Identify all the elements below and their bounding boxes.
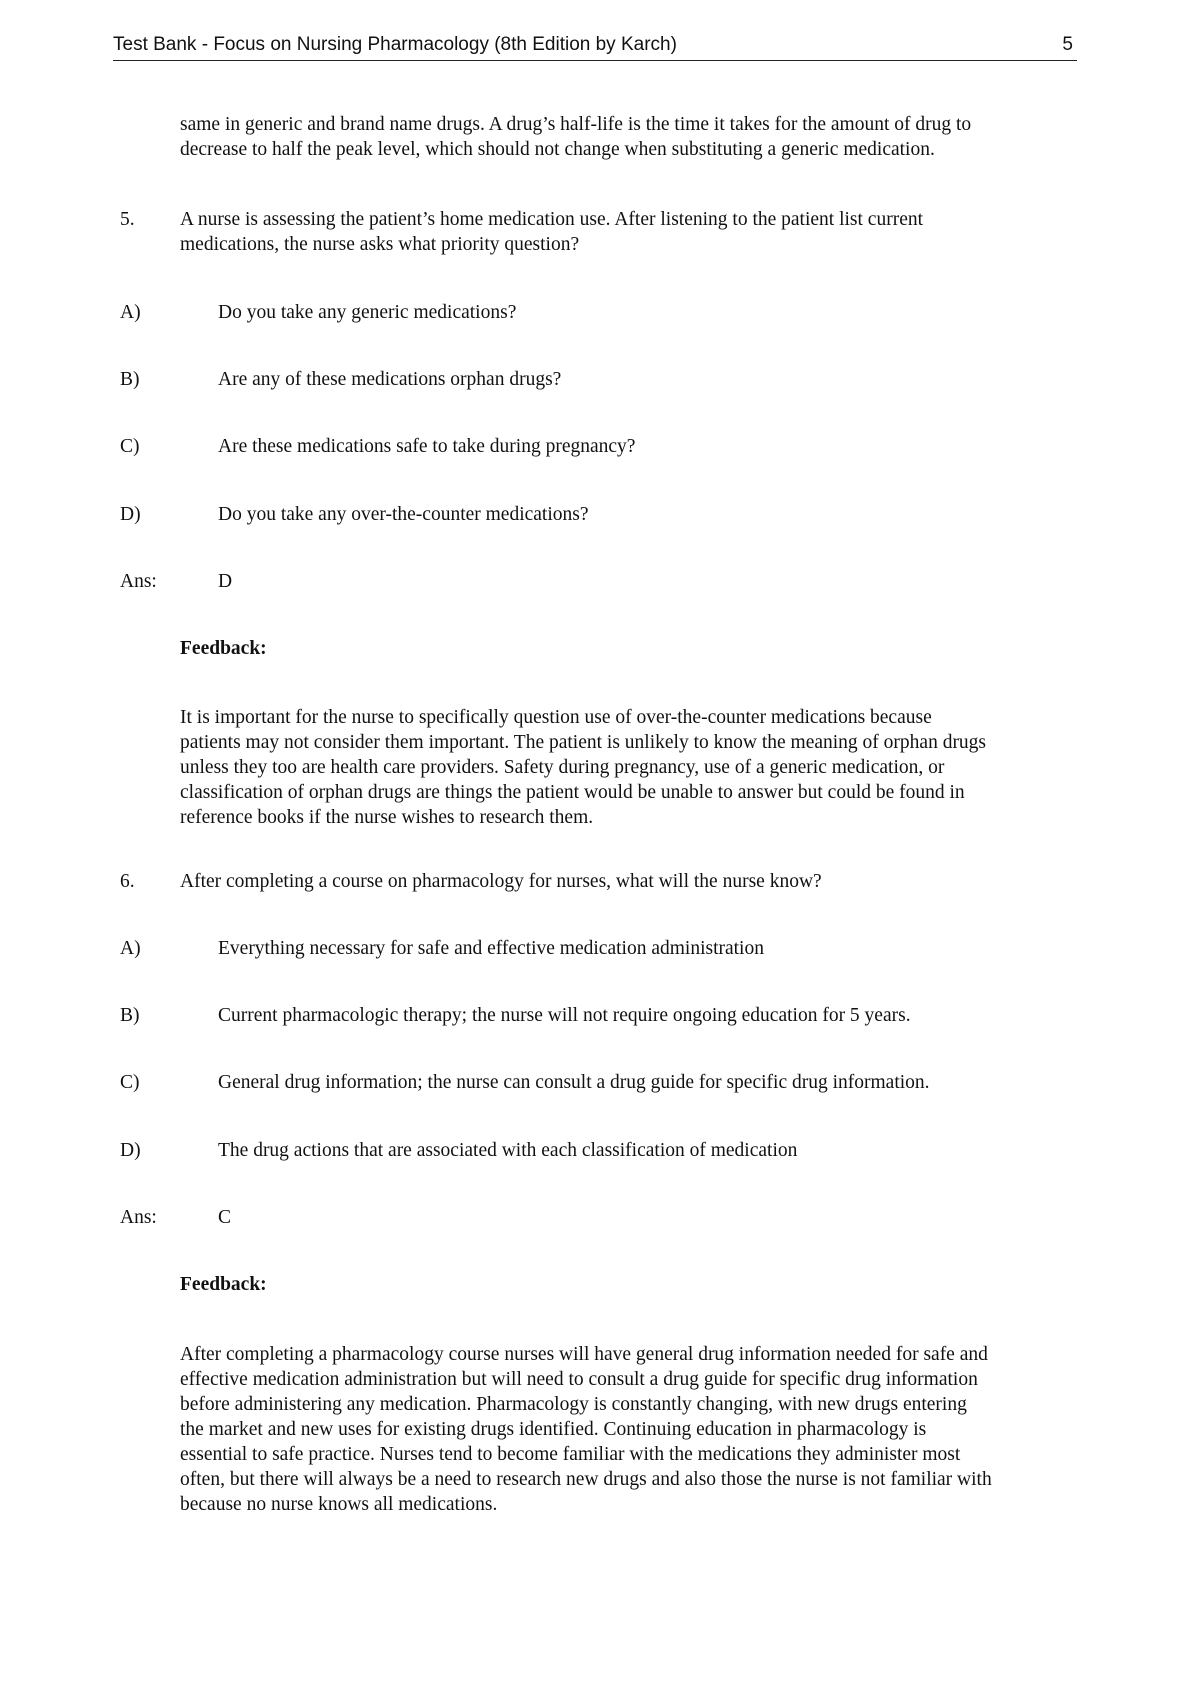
continuation-paragraph [180,112,1085,162]
question-number: 5. [120,209,135,230]
option-text-b: Current pharmacologic therapy; the nurse will not require ongoing education for 5 years. [218,1005,911,1026]
text-line: decrease to half the peak level, which should not change when substituting a generic medication. [180,139,935,160]
feedback-paragraph [180,1342,1085,1517]
text-line: medications, the nurse asks what priority question? [180,234,580,255]
text-line: often, but there will always be a need to research new drugs and also those the nurse is not familiar with [180,1469,992,1490]
text-line: patients may not consider them important. The patient is unlikely to know the meaning of orphan drugs [180,732,987,753]
option-text-a: Do you take any generic medications? [218,302,517,323]
text-line: A nurse is assessing the patient’s home medication use. After listening to the patient list current [180,209,924,230]
option-label-a: A) [120,938,141,959]
header-title: Test Bank - Focus on Nursing Pharmacology (8th Edition by Karch) [113,34,677,55]
option-label-b: B) [120,1005,140,1026]
page-header [113,34,1077,61]
text-line: effective medication administration but will need to consult a drug guide for specific drug information [180,1369,978,1390]
text-line: After completing a pharmacology course nurses will have general drug information needed for safe and [180,1344,988,1365]
text-line: before administering any medication. Pharmacology is constantly changing, with new drugs entering [180,1394,967,1415]
option-text-b: Are any of these medications orphan drugs? [218,369,562,390]
text-line: After completing a course on pharmacology for nurses, what will the nurse know? [180,871,822,892]
option-label-a: A) [120,302,141,323]
answer-label: Ans: [120,1207,157,1228]
feedback-heading: Feedback: [180,1274,267,1295]
page-number: 5 [1062,34,1073,55]
question-stem [180,869,822,894]
text-line: because no nurse knows all medications. [180,1494,498,1515]
question-number: 6. [120,871,135,892]
option-label-d: D) [120,504,141,525]
text-line: same in generic and brand name drugs. A drug’s half-life is the time it takes for the amount of drug to [180,114,972,135]
option-label-c: C) [120,1072,140,1093]
answer-label: Ans: [120,571,157,592]
answer-value: C [218,1207,232,1228]
feedback-heading: Feedback: [180,638,267,659]
option-label-d: D) [120,1140,141,1161]
question-stem [180,207,923,257]
option-text-c: General drug information; the nurse can consult a drug guide for specific drug information. [218,1072,930,1093]
option-text-c: Are these medications safe to take during pregnancy? [218,436,636,457]
option-text-a: Everything necessary for safe and effective medication administration [218,938,764,959]
text-line: essential to safe practice. Nurses tend to become familiar with the medications they administer most [180,1444,961,1465]
option-text-d: Do you take any over-the-counter medications? [218,504,589,525]
option-text-d: The drug actions that are associated with each classification of medication [218,1140,798,1161]
text-line: the market and new uses for existing drugs identified. Continuing education in pharmacology is [180,1419,927,1440]
text-line: unless they too are health care providers. Safety during pregnancy, use of a generic medication, or [180,757,945,778]
option-label-c: C) [120,436,140,457]
text-line: It is important for the nurse to specifically question use of over-the-counter medications because [180,707,932,728]
feedback-paragraph [180,705,1085,830]
text-line: reference books if the nurse wishes to research them. [180,807,594,828]
text-line: classification of orphan drugs are things the patient would be unable to answer but could be found in [180,782,965,803]
option-label-b: B) [120,369,140,390]
answer-value: D [218,571,233,592]
